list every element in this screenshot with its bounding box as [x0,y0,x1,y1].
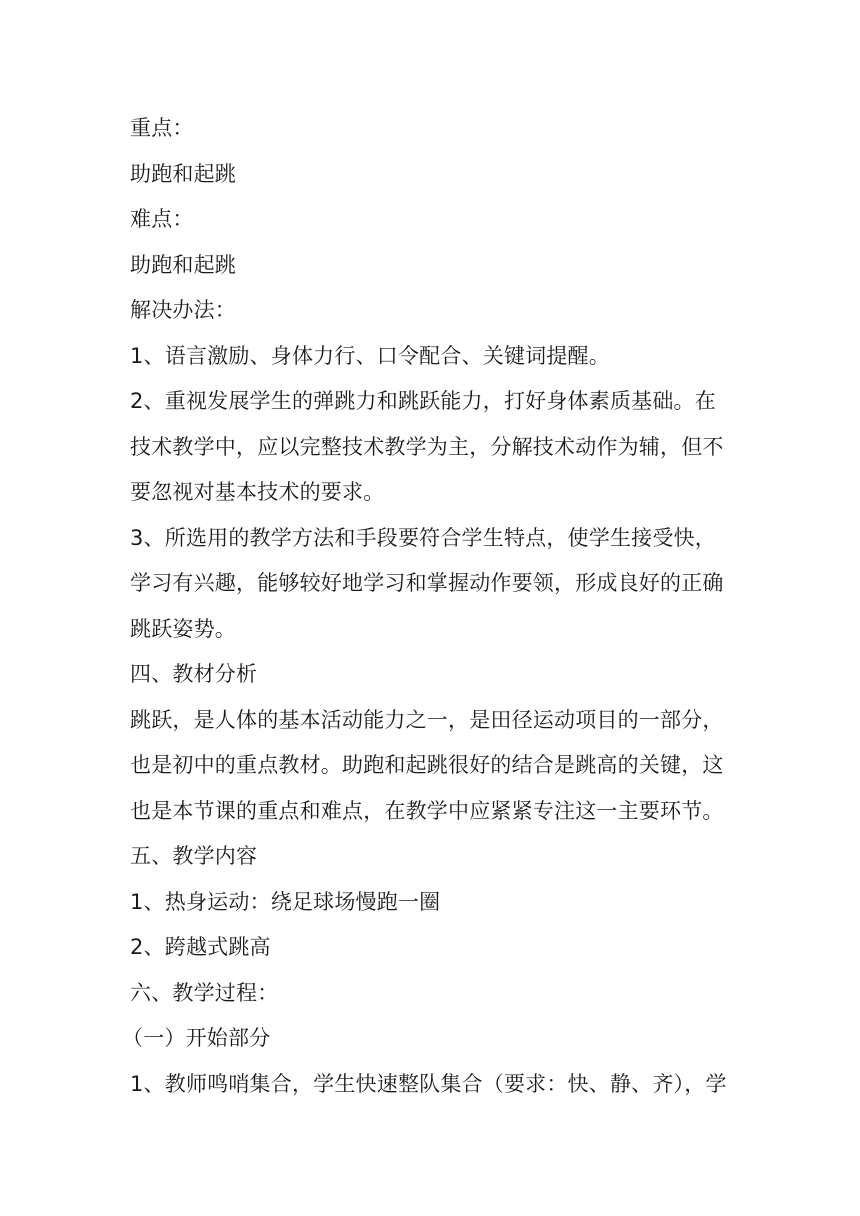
solution-item-2-line-1: 2、重视发展学生的弹跳力和跳跃能力，打好身体素质基础。在 [130,389,716,413]
opening-part-item-1: 1、教师鸣哨集合，学生快速整队集合（要求：快、静、齐），学 [130,1071,727,1096]
heading-material-analysis: 四、教材分析 [130,662,258,686]
heading-key-point: 重点： [130,116,194,140]
subheading-opening-part: （一）开始部分 [122,1026,271,1050]
difficulty-text: 助跑和起跳 [130,252,236,277]
solution-item-2-line-2: 技术教学中，应以完整技术教学为主，分解技术动作为辅，但不 [130,434,724,459]
material-analysis-line-2: 也是初中的重点教材。助跑和起跳很好的结合是跳高的关键，这 [130,753,724,777]
solution-item-2-line-3: 要忽视对基本技术的要求。 [130,480,385,504]
material-analysis-line-3: 也是本节课的重点和难点，在教学中应紧紧专注这一主要环节。 [130,798,724,823]
heading-difficulty: 难点： [130,207,194,231]
solution-item-3-line-2: 学习有兴趣，能够较好地学习和掌握动作要领，形成良好的正确 [130,571,724,595]
material-analysis-line-1: 跳跃，是人体的基本活动能力之一，是田径运动项目的一部分， [130,707,724,732]
heading-solution: 解决办法： [130,298,236,322]
solution-item-1: 1、语言激励、身体力行、口令配合、关键词提醒。 [130,343,610,368]
key-point-text: 助跑和起跳 [130,161,236,186]
solution-item-3-line-1: 3、所选用的教学方法和手段要符合学生特点，使学生接受快， [130,525,716,550]
document-body [122,106,730,1107]
heading-teaching-process: 六、教学过程： [130,980,279,1005]
teaching-content-item-1: 1、热身运动：绕足球场慢跑一圈 [130,889,441,914]
teaching-content-item-2: 2、跨越式跳高 [130,935,271,959]
heading-teaching-content: 五、教学内容 [130,844,258,868]
solution-item-3-line-3: 跳跃姿势。 [130,616,236,641]
